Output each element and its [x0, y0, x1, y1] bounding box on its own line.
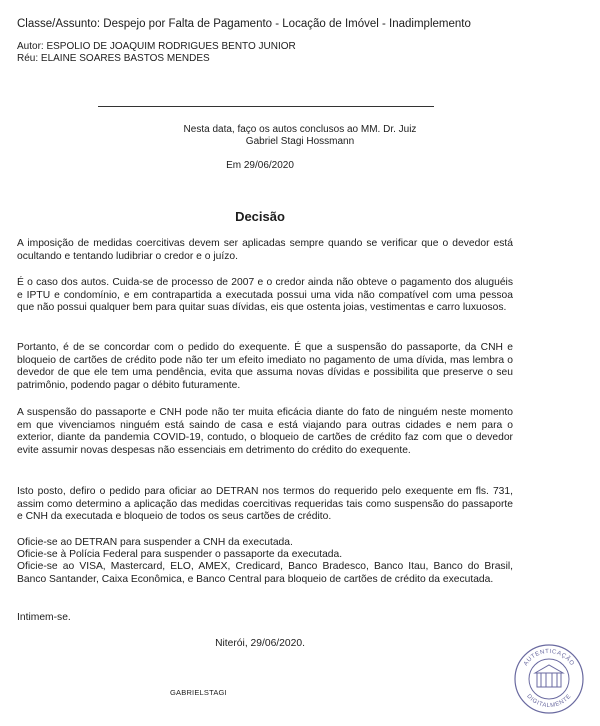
autor: Autor: ESPOLIO DE JOAQUIM RODRIGUES BENTO JUNIOR	[17, 41, 296, 52]
divider-line	[98, 106, 434, 107]
intimem-se: Intimem-se.	[17, 612, 71, 623]
paragraph-4: A suspensão do passaporte e CNH pode não ter muita eficácia diante do fato de ninguém neste momento em que vivenciamos ninguém está saindo de casa e está viajando para outras cidades e nem para o exterior, diante da pandemia COVID-19, contudo, o bloqueio de cartões de crédito faz com que o devedor evite assumir novas despesas não essenciais em detrimento do crédito do exequente.	[17, 407, 513, 456]
authentication-seal-icon	[513, 643, 585, 715]
seal-bottom-text: DIGITALMENTE	[525, 693, 573, 710]
conclusao-judge: Gabriel Stagi Hossmann	[245, 136, 355, 147]
paragraph-3: Portanto, é de se concordar com o pedido do exequente. É que a suspensão do passaporte, da CNH e bloqueio de cartões de crédito pode não ter um efeito imediato no pagamento de uma dívida, mas lembra o devedor de que ele tem uma pendência, evita que assuma novas dívidas e possibilita que preserve o seu patrimônio, podendo pagar o débito futuramente.	[17, 342, 513, 391]
conclusao-date: Em 29/06/2020	[226, 160, 294, 171]
conclusao-line-1: Nesta data, faço os autos conclusos ao MM. Dr. Juiz	[183, 124, 417, 135]
place-date: Niterói, 29/06/2020.	[215, 638, 305, 649]
seal-top-text: AUTENTICAÇÃO	[523, 648, 575, 668]
classe-assunto: Classe/Assunto: Despejo por Falta de Pagamento - Locação de Imóvel - Inadimplemento	[17, 18, 471, 30]
oficio-bancos: Oficie-se ao VISA, Mastercard, ELO, AMEX, Credicard, Banco Bradesco, Banco Itau, Banco do Brasil, Banco Santander, Caixa Econômica, e Banco Central para bloqueio de cartões de crédito da executada.	[17, 561, 513, 585]
decision-title: Decisão	[235, 209, 285, 224]
oficio-detran: Oficie-se ao DETRAN para suspender a CNH da executada.	[17, 537, 293, 548]
paragraph-1: A imposição de medidas coercitivas devem ser aplicadas sempre quando se verificar que o devedor está ocultando e tentando ludibriar o credor e o juízo.	[17, 238, 513, 262]
reu: Réu: ELAINE SOARES BASTOS MENDES	[17, 53, 210, 64]
oficio-policia-federal: Oficie-se à Polícia Federal para suspender o passaporte da executada.	[17, 549, 343, 560]
paragraph-2: É o caso dos autos. Cuida-se de processo de 2007 e o credor ainda não obteve o pagamento dos aluguéis e IPTU e condomínio, e em contrapartida a executada possui uma vida não compatível com uma pessoa que não possui qualquer bem para quitar suas dívidas, eis que ostenta joias, vestimentas e carro luxuosos.	[17, 277, 513, 314]
paragraph-5: Isto posto, defiro o pedido para oficiar ao DETRAN nos termos do requerido pelo exequente em fls. 731, assim como determino a aplicação das medidas coercitivas requeridas tais como suspensão do passaporte e CNH da executada e bloqueio de todos os seus cartões de crédito.	[17, 486, 513, 523]
svg-text:DIGITALMENTE	[525, 693, 573, 709]
signature-name: GABRIELSTAGI	[170, 688, 227, 697]
